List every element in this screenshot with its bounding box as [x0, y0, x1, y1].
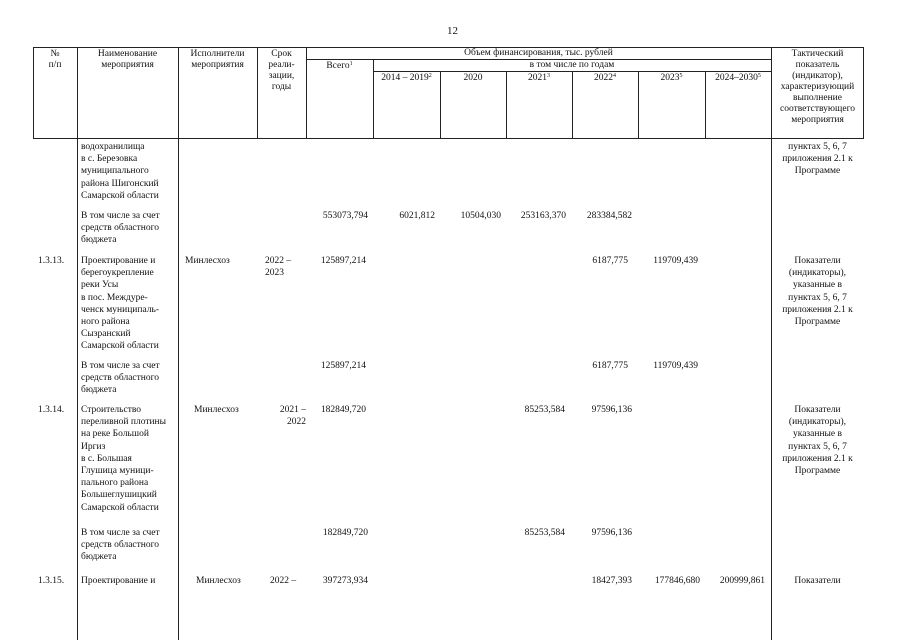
header-year-2024: 2024–2030$^5$ [715, 73, 761, 83]
header-year-2022: 2022$^4$ [594, 73, 616, 83]
cell-2021: 85253,584 [524, 405, 565, 415]
page-number: 12 [447, 25, 458, 37]
cell-2022: 97596,136 [591, 528, 632, 538]
row-name: Строительство переливной плотины на реке Большой Иргиз в с. Большая Глушица муници- пального района Большеглушицкий Самарской области [81, 405, 167, 513]
row-name: Проектирование и берегоукрепление реки Усы в пос. Междуре- ченск муниципаль- ного района Сызранский Самарской области [81, 256, 160, 352]
row-indicator: Показатели (индикаторы), указанные в пунктах 5, 6, 7 приложения 2.1 к Программе [782, 256, 853, 328]
header-funding-title: Объем финансирования, тыс. рублей [464, 48, 613, 58]
row-name: В том числе за счет средств областного бюджета [81, 361, 160, 396]
cell-2023: 119709,439 [653, 256, 698, 266]
row-exec: Минлесхоз [196, 576, 241, 586]
row-name: Проектирование и [81, 576, 156, 586]
cell-2023: 119709,439 [653, 361, 698, 371]
row-name: В том числе за счет средств областного бюджета [81, 211, 160, 246]
cell-total: 397273,934 [322, 576, 368, 586]
header-year-2021: 2021$^3$ [528, 73, 550, 83]
header-col-term: Срок реали- зации, годы [268, 49, 295, 92]
cell-total: 553073,794 [322, 211, 368, 221]
row-indicator: Показатели [794, 576, 841, 586]
header-by-years: в том числе по годам [529, 60, 615, 70]
row-number: 1.3.14. [38, 405, 65, 415]
row-exec: Минлесхоз [185, 256, 230, 266]
row-number: 1.3.15. [38, 576, 65, 586]
cell-2022: 6187,775 [592, 361, 628, 371]
cell-2020: 10504,030 [460, 211, 501, 221]
header-year-2020: 2020 [463, 73, 483, 83]
cell-2022: 283384,582 [586, 211, 632, 221]
row-name: водохранилища в с. Березовка муниципального района Шигонский Самарской области [81, 142, 159, 201]
cell-total: 125897,214 [320, 361, 366, 371]
row-term: 2022 – [270, 576, 297, 586]
header-col-num: № п/п [48, 49, 62, 70]
row-name: В том числе за счет средств областного бюджета [81, 528, 160, 563]
header-col-indicator: Тактический показатель (индикатор), характеризующий выполнение соответствующего мероприятия [780, 49, 855, 125]
cell-total: 125897,214 [320, 256, 366, 266]
cell-2023: 177846,680 [654, 576, 700, 586]
header-col-name: Наименование мероприятия [97, 49, 158, 70]
header-year-2023: 2023$^5$ [660, 73, 683, 83]
row-term: 2022 – 2023 [265, 256, 292, 279]
header-total: Всего$^1$ [326, 61, 353, 71]
row-indicator: пунктах 5, 6, 7 приложения 2.1 к Программе [782, 142, 853, 177]
cell-2024: 200999,861 [719, 576, 765, 586]
cell-2021: 253163,370 [520, 211, 566, 221]
row-exec: Минлесхоз [194, 405, 239, 415]
header-year-2014: 2014 – 2019$^2$ [381, 73, 432, 83]
cell-2022: 97596,136 [591, 405, 632, 415]
cell-2022: 6187,775 [592, 256, 628, 266]
cell-2021: 85253,584 [524, 528, 565, 538]
cell-2022: 18427,393 [591, 576, 632, 586]
row-number: 1.3.13. [38, 256, 65, 266]
cell-total: 182849,720 [320, 405, 366, 415]
cell-2014: 6021,812 [399, 211, 435, 221]
row-term: 2021 – 2022 [279, 405, 306, 428]
header-col-exec: Исполнители мероприятия [190, 49, 245, 70]
cell-total: 182849,720 [322, 528, 368, 538]
row-indicator: Показатели (индикаторы), указанные в пунктах 5, 6, 7 приложения 2.1 к Программе [782, 405, 853, 477]
